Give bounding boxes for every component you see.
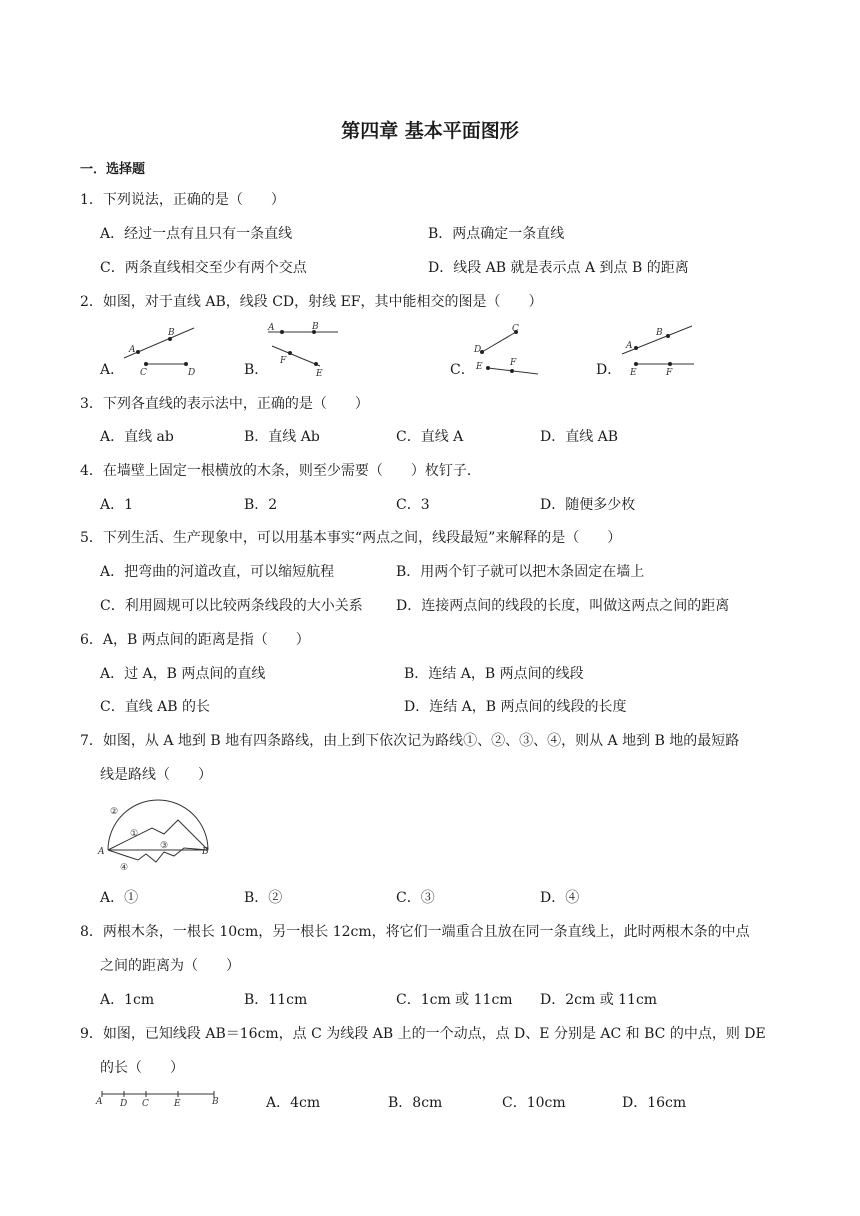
question-1-option-a[interactable]: A．经过一点有且只有一条直线 xyxy=(100,226,293,242)
question-3-stem: 3．下列各直线的表示法中，正确的是（ ） xyxy=(80,396,369,412)
question-2-option-c[interactable]: C． xyxy=(450,362,475,378)
question-1-option-c[interactable]: C．两条直线相交至少有两个交点 xyxy=(100,260,307,276)
section-heading: 一．选择题 xyxy=(80,162,146,177)
q2d-label-f: F xyxy=(666,368,673,378)
question-8-stem-continued: 之间的距离为（ ） xyxy=(100,958,240,974)
question-5-option-c[interactable]: C．利用圆规可以比较两条线段的大小关系 xyxy=(100,598,363,614)
question-2-stem: 2．如图，对于直线 AB，线段 CD，射线 EF，其中能相交的图是（ ） xyxy=(80,294,543,310)
question-1-stem: 1．下列说法，正确的是（ ） xyxy=(80,192,285,208)
question-1-option-b[interactable]: B．两点确定一条直线 xyxy=(428,226,565,242)
question-4-option-a[interactable]: A．1 xyxy=(100,497,134,513)
question-6-option-b[interactable]: B．连结 A，B 两点间的线段 xyxy=(404,666,584,682)
q7-label-a: A xyxy=(98,847,105,857)
question-5-option-b[interactable]: B．用两个钉子就可以把木条固定在墙上 xyxy=(396,564,645,580)
question-7-option-a[interactable]: A．① xyxy=(100,890,139,906)
q2d-label-b: B xyxy=(656,328,663,338)
question-3-option-a[interactable]: A．直线 ab xyxy=(100,429,174,445)
q7-route-figure xyxy=(94,798,218,874)
q7-label-route-3: ③ xyxy=(160,841,169,851)
question-8-option-d[interactable]: D．2cm 或 11cm xyxy=(540,992,658,1008)
question-9-option-a[interactable]: A．4cm xyxy=(266,1095,321,1111)
q2b-label-f: F xyxy=(280,356,287,366)
question-3-option-b[interactable]: B．直线 Ab xyxy=(244,429,320,445)
q2c-label-d: D xyxy=(474,345,482,355)
question-3-option-d[interactable]: D．直线 AB xyxy=(540,429,619,445)
q9-segment-figure xyxy=(94,1086,224,1110)
q2b-label-a: A xyxy=(268,323,275,333)
question-2-option-b[interactable]: B． xyxy=(244,362,269,378)
q7-label-route-4: ④ xyxy=(120,863,129,873)
question-9-option-b[interactable]: B．8cm xyxy=(388,1095,443,1111)
question-4-stem: 4．在墙壁上固定一根横放的木条，则至少需要（ ）枚钉子． xyxy=(80,463,481,479)
q2b-label-b: B xyxy=(312,322,319,332)
q9-label-a: A xyxy=(96,1097,103,1107)
q2a-label-b: B xyxy=(168,328,175,338)
q2c-label-e: E xyxy=(476,362,483,372)
question-4-option-d[interactable]: D．随便多少枚 xyxy=(540,497,636,513)
question-1-option-d[interactable]: D．线段 AB 就是表示点 A 到点 B 的距离 xyxy=(428,260,689,276)
q2a-label-c: C xyxy=(140,368,147,378)
question-9-option-c[interactable]: C．10cm xyxy=(502,1095,566,1111)
question-7-option-c[interactable]: C．③ xyxy=(396,890,435,906)
question-8-option-a[interactable]: A．1cm xyxy=(100,992,155,1008)
question-6-option-d[interactable]: D．连结 A，B 两点间的线段的长度 xyxy=(404,699,627,715)
q9-label-e: E xyxy=(174,1099,181,1109)
q2-figure-c xyxy=(470,322,544,378)
question-6-option-c[interactable]: C．直线 AB 的长 xyxy=(100,699,211,715)
question-9-option-d[interactable]: D．16cm xyxy=(622,1095,687,1111)
question-7-option-d[interactable]: D．④ xyxy=(540,890,580,906)
question-3-option-c[interactable]: C．直线 A xyxy=(396,429,464,445)
q2a-label-d: D xyxy=(188,368,196,378)
question-4-option-b[interactable]: B．2 xyxy=(244,497,278,513)
question-2-option-d[interactable]: D． xyxy=(596,362,622,378)
question-5-stem: 5．下列生活、生产现象中，可以用基本事实“两点之间，线段最短”来解释的是（ ） xyxy=(80,530,622,546)
q2-figure-b xyxy=(262,320,342,378)
question-6-option-a[interactable]: A．过 A，B 两点间的直线 xyxy=(100,666,266,682)
q2-figure-d xyxy=(618,322,700,378)
question-7-stem: 7．如图，从 A 地到 B 地有四条路线，由上到下依次记为路线①、②、③、④，则从 A 地到 B 地的最短路 xyxy=(80,733,740,749)
question-8-option-b[interactable]: B．11cm xyxy=(244,992,308,1008)
q2c-label-c: C xyxy=(512,324,519,334)
q2c-label-f: F xyxy=(510,358,517,368)
question-4-option-c[interactable]: C．3 xyxy=(396,497,430,513)
q9-label-d: D xyxy=(120,1099,128,1109)
question-5-option-a[interactable]: A．把弯曲的河道改直，可以缩短航程 xyxy=(100,564,335,580)
question-6-stem: 6．A，B 两点间的距离是指（ ） xyxy=(80,632,310,648)
q2d-label-e: E xyxy=(630,368,637,378)
q9-label-b: B xyxy=(212,1097,219,1107)
question-7-stem-continued: 线是路线（ ） xyxy=(100,767,212,783)
q2a-label-a: A xyxy=(129,345,136,355)
q7-label-route-2: ② xyxy=(110,807,119,817)
q7-label-route-1: ① xyxy=(130,829,139,839)
q9-label-c: C xyxy=(142,1099,149,1109)
question-9-stem: 9．如图，已知线段 AB＝16cm，点 C 为线段 AB 上的一个动点，点 D、E 分别是 AC 和 BC 的中点，则 DE xyxy=(80,1026,766,1042)
question-2-option-a[interactable]: A． xyxy=(100,362,125,378)
question-7-option-b[interactable]: B．② xyxy=(244,890,283,906)
q2-figure-a xyxy=(118,322,202,378)
q2d-label-a: A xyxy=(626,341,633,351)
question-9-stem-continued: 的长（ ） xyxy=(100,1060,184,1076)
question-8-stem: 8．两根木条，一根长 10cm，另一根长 12cm，将它们一端重合且放在同一条直线上，此时两根木条的中点 xyxy=(80,924,750,940)
question-8-option-c[interactable]: C．1cm 或 11cm xyxy=(396,992,513,1008)
q7-label-b: B xyxy=(202,847,209,857)
q2b-label-e: E xyxy=(316,369,323,378)
question-5-option-d[interactable]: D．连接两点间的线段的长度，叫做这两点之间的距离 xyxy=(396,598,730,614)
page-title: 第四章 基本平面图形 xyxy=(341,120,519,142)
